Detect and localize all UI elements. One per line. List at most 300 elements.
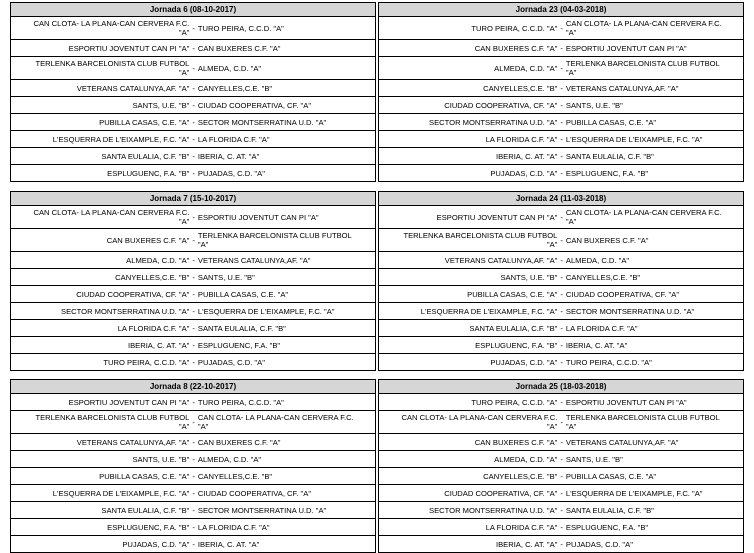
team-name-line: ESPLUGUENC, F.A. "B" — [475, 340, 558, 350]
team-name-line: SECTOR MONTSERRATINA U.D. "A" — [197, 117, 327, 127]
home-team — [379, 398, 557, 407]
team-name-line: PUBILLA CASAS, C.E. "A" — [565, 471, 657, 481]
vs-separator: - — [560, 43, 563, 53]
team-name-line: ALMEDA, C.D. "A" — [197, 454, 262, 464]
match-row — [11, 536, 375, 552]
vs-separator: - — [192, 323, 195, 333]
match-row — [379, 502, 743, 519]
team-name-line: ESPORTIU JOVENTUT CAN PI "A" — [68, 397, 190, 407]
team-name-line: "A" — [197, 422, 209, 431]
team-name-line: CANYELLES,C.E. "B" — [197, 83, 273, 93]
vs-separator: - — [192, 43, 195, 53]
vs-separator: - — [192, 340, 195, 350]
away-team — [566, 307, 743, 316]
away-team — [198, 455, 375, 464]
team-name-line: TURO PEIRA, C.C.D. "A" — [103, 357, 190, 367]
team-name-line: CAN BUXERES C.F. "A" — [565, 235, 649, 245]
vs-separator: - — [192, 539, 195, 549]
away-team — [198, 152, 375, 161]
match-row — [379, 206, 743, 229]
team-name-line: CANYELLES,C.E. "B" — [197, 471, 273, 481]
round-pair-block — [10, 2, 744, 182]
team-name-line: PUJADAS, C.D. "A" — [565, 539, 633, 549]
team-name-line: ESPORTIU JOVENTUT CAN PI "A" — [565, 43, 687, 53]
away-team — [198, 523, 375, 532]
away-team — [566, 152, 743, 161]
away-team — [198, 398, 375, 407]
away-team — [566, 44, 743, 53]
team-name-line: SANTA EULALIA, C.F. "B" — [565, 505, 654, 515]
match-row — [379, 148, 743, 165]
team-name-line: PUBILLA CASAS, C.E. "A" — [467, 289, 558, 299]
match-row — [379, 536, 743, 552]
team-name-line: SANTA EULALIA, C.F. "B" — [469, 323, 558, 333]
match-row — [11, 303, 375, 320]
team-name-line: ESPORTIU JOVENTUT CAN PI "A" — [68, 43, 190, 53]
team-name-line: TERLENKA BARCELONISTA CLUB FUTBOL — [35, 59, 190, 68]
team-name-line: SANTA EULALIA, C.F. "B" — [565, 151, 654, 161]
team-name-line: SANTS, U.E. "B" — [500, 272, 558, 282]
match-row — [379, 485, 743, 502]
team-name-line: "A" — [178, 217, 190, 226]
vs-separator: - — [560, 539, 563, 549]
away-team — [198, 472, 375, 481]
team-name-line: "A" — [178, 28, 190, 37]
team-name-line: LA FLORIDA C.F. "A" — [117, 323, 190, 333]
home-team — [11, 101, 189, 110]
team-name-line: PUBILLA CASAS, C.E. "A" — [99, 471, 190, 481]
home-team — [11, 506, 189, 515]
vs-separator: - — [192, 100, 195, 110]
vs-separator: - — [560, 357, 563, 367]
home-team — [379, 273, 557, 282]
team-name-line: "A" — [565, 422, 577, 431]
match-row — [379, 320, 743, 337]
away-team — [566, 273, 743, 282]
away-team — [198, 540, 375, 549]
match-row — [379, 286, 743, 303]
away-team — [198, 358, 375, 367]
match-row — [11, 206, 375, 229]
team-name-line: L'ESQUERRA DE L'EIXAMPLE, F.C. "A" — [565, 134, 703, 144]
match-row — [11, 434, 375, 451]
round-table-right — [378, 2, 744, 182]
team-name-line: CAN CLOTA- LA PLANA-CAN CERVERA F.C. — [197, 413, 354, 422]
team-name-line: CANYELLES,C.E. "B" — [483, 471, 558, 481]
home-team — [11, 135, 189, 144]
team-name-line: "A" — [178, 68, 190, 77]
vs-separator: - — [560, 397, 563, 407]
team-name-line: VETERANS CATALUNYA,AF. "A" — [76, 437, 190, 447]
team-name-line: PUBILLA CASAS, C.E. "A" — [197, 289, 289, 299]
away-team — [198, 290, 375, 299]
team-name-line: TURO PEIRA, C.C.D. "A" — [565, 357, 652, 367]
vs-separator: - — [560, 272, 563, 282]
vs-separator: - — [192, 505, 195, 515]
vs-separator: - — [192, 235, 195, 245]
away-team — [198, 506, 375, 515]
away-team — [566, 324, 743, 333]
team-name-line: SANTS, U.E. "B" — [132, 454, 190, 464]
team-name-line: CIUDAD COOPERATIVA, CF. "A" — [197, 100, 312, 110]
match-row — [11, 17, 375, 40]
match-row — [11, 97, 375, 114]
team-name-line: TERLENKA BARCELONISTA CLUB FUTBOL — [403, 231, 558, 240]
match-row — [11, 80, 375, 97]
team-name-line: TERLENKA BARCELONISTA CLUB FUTBOL — [35, 413, 190, 422]
away-team — [198, 101, 375, 110]
team-name-line: TURO PEIRA, C.C.D. "A" — [197, 23, 284, 33]
vs-separator: - — [560, 522, 563, 532]
away-team — [566, 19, 743, 37]
team-name-line: ALMEDA, C.D. "A" — [197, 63, 262, 73]
match-row — [11, 411, 375, 434]
team-name-line: ALMEDA, C.D. "A" — [565, 255, 630, 265]
team-name-line: CAN BUXERES C.F. "A" — [474, 43, 558, 53]
match-row — [379, 17, 743, 40]
team-name-line: PUBILLA CASAS, C.E. "A" — [565, 117, 657, 127]
vs-separator: - — [192, 437, 195, 447]
home-team — [11, 489, 189, 498]
away-team — [198, 324, 375, 333]
home-team — [11, 324, 189, 333]
team-name-line: ESPLUGUENC, F.A. "B" — [565, 522, 649, 532]
vs-separator: - — [192, 471, 195, 481]
team-name-line: SANTS, U.E. "B" — [197, 272, 255, 282]
home-team — [11, 413, 189, 431]
team-name-line: IBERIA, C. AT. "A" — [197, 151, 260, 161]
home-team — [379, 358, 557, 367]
team-name-line: PUJADAS, C.D. "A" — [197, 357, 265, 367]
team-name-line: "A" — [565, 217, 577, 226]
vs-separator: - — [560, 151, 563, 161]
away-team — [566, 256, 743, 265]
team-name-line: TERLENKA BARCELONISTA CLUB FUTBOL — [565, 413, 720, 422]
vs-separator: - — [560, 437, 563, 447]
match-row — [379, 394, 743, 411]
home-team — [379, 152, 557, 161]
home-team — [379, 290, 557, 299]
vs-separator: - — [192, 83, 195, 93]
match-row — [379, 57, 743, 80]
match-row — [11, 485, 375, 502]
home-team — [11, 118, 189, 127]
vs-separator: - — [560, 488, 563, 498]
away-team — [198, 438, 375, 447]
home-team — [379, 64, 557, 73]
home-team — [11, 236, 189, 245]
match-row — [379, 114, 743, 131]
home-team — [11, 256, 189, 265]
team-name-line: CAN BUXERES C.F. "A" — [106, 235, 190, 245]
team-name-line: "A" — [197, 240, 209, 249]
match-row — [11, 165, 375, 181]
match-row — [11, 337, 375, 354]
match-row — [11, 148, 375, 165]
vs-separator: - — [560, 255, 563, 265]
home-team — [379, 24, 557, 33]
team-name-line: IBERIA, C. AT. "A" — [495, 151, 558, 161]
away-team — [566, 438, 743, 447]
team-name-line: LA FLORIDA C.F. "A" — [485, 522, 558, 532]
team-name-line: L'ESQUERRA DE L'EIXAMPLE, F.C. "A" — [197, 306, 335, 316]
away-team — [198, 135, 375, 144]
match-row — [11, 320, 375, 337]
home-team — [11, 540, 189, 549]
away-team — [198, 213, 375, 222]
team-name-line: SANTA EULALIA, C.F. "B" — [101, 151, 190, 161]
vs-separator: - — [560, 134, 563, 144]
team-name-line: CAN CLOTA- LA PLANA-CAN CERVERA F.C. — [33, 208, 190, 217]
team-name-line: VETERANS CATALUNYA,AF. "A" — [565, 83, 679, 93]
team-name-line: CAN BUXERES C.F. "A" — [197, 437, 281, 447]
match-row — [11, 57, 375, 80]
vs-separator: - — [560, 63, 563, 73]
away-team — [566, 169, 743, 178]
away-team — [566, 236, 743, 245]
team-name-line: ESPORTIU JOVENTUT CAN PI "A" — [436, 212, 558, 222]
round-table-right — [378, 191, 744, 371]
match-row — [379, 252, 743, 269]
home-team — [11, 398, 189, 407]
team-name-line: CAN CLOTA- LA PLANA-CAN CERVERA F.C. — [33, 19, 190, 28]
home-team — [11, 273, 189, 282]
away-team — [198, 413, 375, 431]
home-team — [379, 307, 557, 316]
home-team — [11, 455, 189, 464]
away-team — [566, 290, 743, 299]
match-row — [11, 451, 375, 468]
away-team — [566, 506, 743, 515]
vs-separator: - — [192, 417, 195, 427]
match-row — [379, 269, 743, 286]
team-name-line: ESPORTIU JOVENTUT CAN PI "A" — [197, 212, 319, 222]
away-team — [566, 398, 743, 407]
home-team — [379, 472, 557, 481]
match-row — [379, 165, 743, 181]
team-name-line: CANYELLES,C.E. "B" — [483, 83, 558, 93]
round-title: Jornada 23 (04-03-2018) — [379, 3, 743, 17]
team-name-line: ALMEDA, C.D. "A" — [494, 63, 558, 73]
away-team — [566, 135, 743, 144]
vs-separator: - — [560, 168, 563, 178]
match-row — [379, 97, 743, 114]
team-name-line: SANTA EULALIA, C.F. "B" — [197, 323, 286, 333]
home-team — [379, 413, 557, 431]
team-name-line: CIUDAD COOPERATIVA, CF. "A" — [197, 488, 312, 498]
home-team — [11, 438, 189, 447]
home-team — [11, 19, 189, 37]
match-row — [11, 114, 375, 131]
team-name-line: VETERANS CATALUNYA,AF. "A" — [444, 255, 558, 265]
home-team — [11, 290, 189, 299]
team-name-line: CANYELLES,C.E. "B" — [565, 272, 641, 282]
team-name-line: "A" — [546, 422, 558, 431]
vs-separator: - — [192, 357, 195, 367]
match-row — [379, 303, 743, 320]
vs-separator: - — [560, 417, 563, 427]
team-name-line: L'ESQUERRA DE L'EIXAMPLE, F.C. "A" — [565, 488, 703, 498]
away-team — [566, 413, 743, 431]
team-name-line: PUJADAS, C.D. "A" — [122, 539, 190, 549]
team-name-line: ESPLUGUENC, F.A. "B" — [107, 168, 190, 178]
away-team — [198, 84, 375, 93]
away-team — [566, 208, 743, 226]
home-team — [11, 523, 189, 532]
team-name-line: TERLENKA BARCELONISTA CLUB FUTBOL — [197, 231, 352, 240]
team-name-line: IBERIA, C. AT. "A" — [127, 340, 190, 350]
match-row — [379, 354, 743, 370]
vs-separator: - — [192, 289, 195, 299]
vs-separator: - — [560, 454, 563, 464]
match-row — [11, 229, 375, 252]
team-name-line: "A" — [546, 240, 558, 249]
team-name-line: CIUDAD COOPERATIVA, CF. "A" — [444, 488, 558, 498]
vs-separator: - — [560, 340, 563, 350]
home-team — [379, 101, 557, 110]
team-name-line: TERLENKA BARCELONISTA CLUB FUTBOL — [565, 59, 720, 68]
vs-separator: - — [560, 23, 563, 33]
vs-separator: - — [560, 505, 563, 515]
away-team — [198, 273, 375, 282]
team-name-line: L'ESQUERRA DE L'EIXAMPLE, F.C. "A" — [420, 306, 558, 316]
vs-separator: - — [560, 289, 563, 299]
team-name-line: TURO PEIRA, C.C.D. "A" — [471, 23, 558, 33]
home-team — [11, 341, 189, 350]
home-team — [379, 540, 557, 549]
team-name-line: SECTOR MONTSERRATINA U.D. "A" — [197, 505, 327, 515]
match-row — [11, 502, 375, 519]
team-name-line: CAN BUXERES C.F. "A" — [197, 43, 281, 53]
vs-separator: - — [192, 454, 195, 464]
home-team — [11, 44, 189, 53]
team-name-line: VETERANS CATALUNYA,AF. "A" — [197, 255, 311, 265]
away-team — [198, 231, 375, 249]
home-team — [379, 169, 557, 178]
team-name-line: CAN CLOTA- LA PLANA-CAN CERVERA F.C. — [565, 19, 722, 28]
away-team — [566, 489, 743, 498]
match-row — [379, 411, 743, 434]
vs-separator: - — [192, 63, 195, 73]
away-team — [198, 489, 375, 498]
home-team — [379, 44, 557, 53]
match-row — [379, 80, 743, 97]
team-name-line: ESPLUGUENC, F.A. "B" — [565, 168, 649, 178]
vs-separator: - — [560, 471, 563, 481]
round-title: Jornada 7 (15-10-2017) — [11, 192, 375, 206]
home-team — [11, 307, 189, 316]
team-name-line: "A" — [178, 422, 190, 431]
match-row — [11, 519, 375, 536]
match-row — [11, 394, 375, 411]
team-name-line: L'ESQUERRA DE L'EIXAMPLE, F.C. "A" — [52, 488, 190, 498]
vs-separator: - — [192, 306, 195, 316]
vs-separator: - — [192, 168, 195, 178]
vs-separator: - — [192, 255, 195, 265]
team-name-line: TURO PEIRA, C.C.D. "A" — [471, 397, 558, 407]
vs-separator: - — [192, 272, 195, 282]
team-name-line: SECTOR MONTSERRATINA U.D. "A" — [565, 306, 695, 316]
round-table-left — [10, 191, 376, 371]
team-name-line: LA FLORIDA C.F. "A" — [197, 134, 270, 144]
vs-separator: - — [192, 23, 195, 33]
vs-separator: - — [192, 397, 195, 407]
vs-separator: - — [560, 212, 563, 222]
away-team — [566, 455, 743, 464]
match-row — [379, 131, 743, 148]
round-table-left — [10, 379, 376, 553]
home-team — [11, 84, 189, 93]
match-row — [379, 40, 743, 57]
away-team — [198, 24, 375, 33]
home-team — [379, 489, 557, 498]
match-row — [379, 519, 743, 536]
round-table-right — [378, 379, 744, 553]
away-team — [566, 472, 743, 481]
away-team — [566, 358, 743, 367]
round-table-left — [10, 2, 376, 182]
team-name-line: CANYELLES,C.E. "B" — [115, 272, 190, 282]
home-team — [379, 231, 557, 249]
home-team — [379, 523, 557, 532]
match-row — [11, 286, 375, 303]
home-team — [11, 169, 189, 178]
home-team — [379, 341, 557, 350]
match-row — [11, 354, 375, 370]
away-team — [566, 523, 743, 532]
team-name-line: CAN BUXERES C.F. "A" — [474, 437, 558, 447]
team-name-line: ALMEDA, C.D. "A" — [126, 255, 190, 265]
vs-separator: - — [560, 100, 563, 110]
team-name-line: CAN CLOTA- LA PLANA-CAN CERVERA F.C. — [401, 413, 558, 422]
home-team — [379, 438, 557, 447]
team-name-line: VETERANS CATALUNYA,AF. "A" — [565, 437, 679, 447]
round-pair-block — [10, 191, 744, 371]
away-team — [198, 341, 375, 350]
away-team — [566, 84, 743, 93]
away-team — [198, 64, 375, 73]
match-row — [11, 468, 375, 485]
home-team — [379, 118, 557, 127]
home-team — [379, 506, 557, 515]
team-name-line: TURO PEIRA, C.C.D. "A" — [197, 397, 284, 407]
team-name-line: PUJADAS, C.D. "A" — [490, 357, 558, 367]
vs-separator: - — [560, 117, 563, 127]
team-name-line: LA FLORIDA C.F. "A" — [197, 522, 270, 532]
away-team — [198, 307, 375, 316]
team-name-line: SANTS, U.E. "B" — [565, 100, 623, 110]
team-name-line: LA FLORIDA C.F. "A" — [565, 323, 638, 333]
team-name-line: L'ESQUERRA DE L'EIXAMPLE, F.C. "A" — [52, 134, 190, 144]
home-team — [11, 472, 189, 481]
vs-separator: - — [192, 488, 195, 498]
vs-separator: - — [560, 235, 563, 245]
team-name-line: CIUDAD COOPERATIVA, CF. "A" — [76, 289, 190, 299]
match-row — [379, 434, 743, 451]
away-team — [566, 118, 743, 127]
team-name-line: SANTS, U.E. "B" — [565, 454, 623, 464]
away-team — [566, 101, 743, 110]
team-name-line: SECTOR MONTSERRATINA U.D. "A" — [61, 306, 190, 316]
team-name-line: PUJADAS, C.D. "A" — [197, 168, 265, 178]
match-row — [11, 40, 375, 57]
away-team — [198, 44, 375, 53]
match-row — [11, 252, 375, 269]
team-name-line: PUBILLA CASAS, C.E. "A" — [99, 117, 190, 127]
round-title: Jornada 24 (11-03-2018) — [379, 192, 743, 206]
home-team — [11, 59, 189, 77]
team-name-line: ESPLUGUENC, F.A. "B" — [197, 340, 281, 350]
